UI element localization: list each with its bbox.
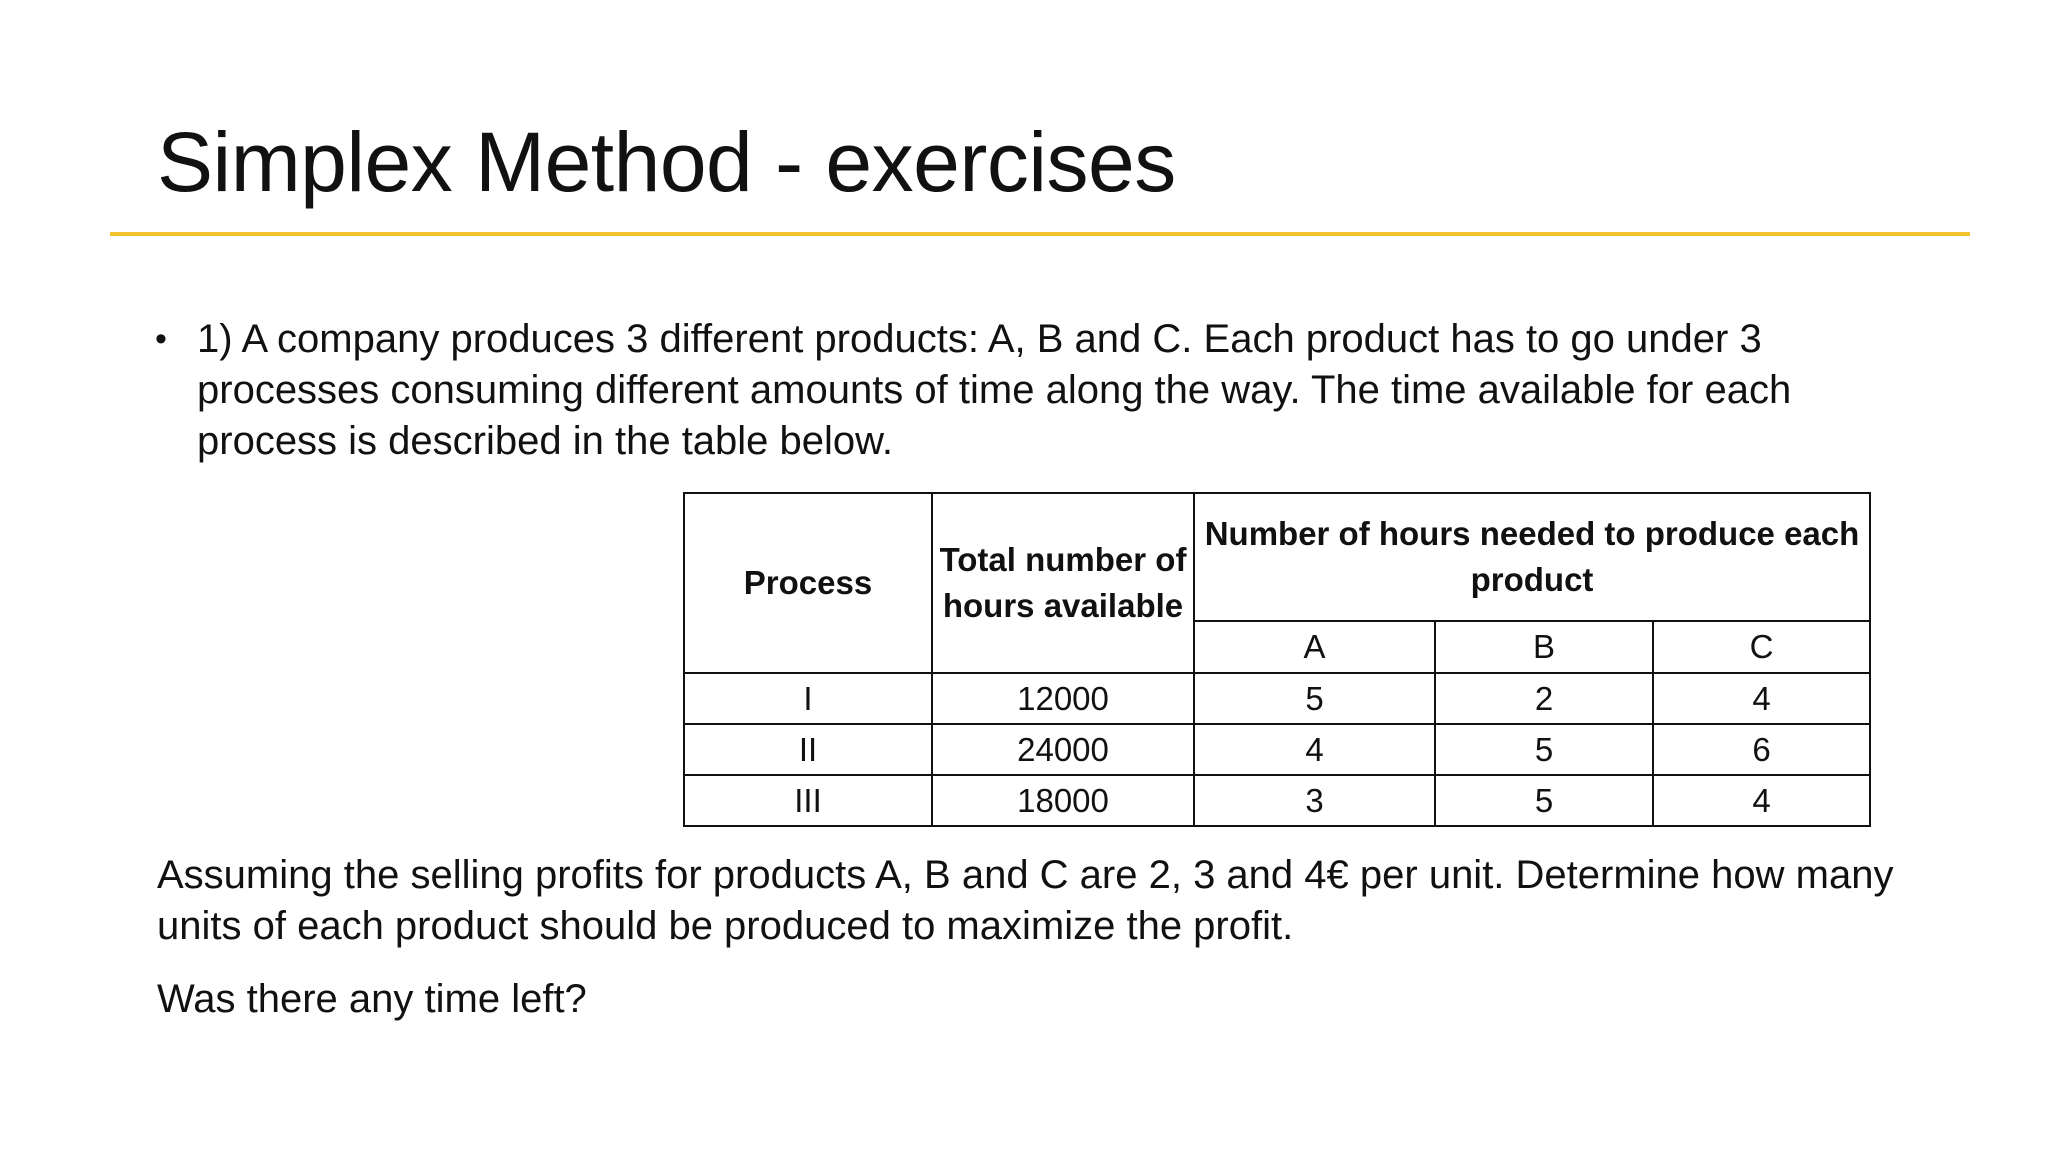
cell-a: 4 bbox=[1194, 724, 1435, 775]
cell-process: III bbox=[684, 775, 932, 826]
header-total-hours: Total number of hours available bbox=[932, 493, 1194, 673]
cell-a: 3 bbox=[1194, 775, 1435, 826]
header-hours-needed: Number of hours needed to produce each product bbox=[1194, 493, 1870, 621]
cell-b: 5 bbox=[1435, 724, 1653, 775]
cell-b: 5 bbox=[1435, 775, 1653, 826]
header-product-b: B bbox=[1435, 621, 1653, 673]
cell-total: 18000 bbox=[932, 775, 1194, 826]
header-process: Process bbox=[684, 493, 932, 673]
profit-question: Assuming the selling profits for products A, B and C are 2, 3 and 4€ per unit. Determine how many units of each product should be produced to maximize the profit. bbox=[157, 853, 1894, 948]
cell-total: 24000 bbox=[932, 724, 1194, 775]
cell-process: I bbox=[684, 673, 932, 724]
header-product-a: A bbox=[1194, 621, 1435, 673]
cell-total: 12000 bbox=[932, 673, 1194, 724]
slide-title: Simplex Method - exercises bbox=[157, 115, 1176, 209]
exercise-statement: 1) A company produces 3 different products: A, B and C. Each product has to go under 3 processes consuming different amounts of time along the way. The time available for each process is described in the table below. bbox=[197, 317, 1792, 463]
cell-a: 5 bbox=[1194, 673, 1435, 724]
cell-c: 4 bbox=[1653, 775, 1870, 826]
table-row bbox=[684, 724, 1870, 775]
process-hours-table bbox=[683, 492, 1871, 827]
bullet-icon: • bbox=[155, 320, 167, 358]
header-product-c: C bbox=[1653, 621, 1870, 673]
cell-b: 2 bbox=[1435, 673, 1653, 724]
cell-process: II bbox=[684, 724, 932, 775]
cell-c: 6 bbox=[1653, 724, 1870, 775]
cell-c: 4 bbox=[1653, 673, 1870, 724]
title-underline bbox=[110, 232, 1970, 236]
table-row bbox=[684, 775, 1870, 826]
table-row bbox=[684, 673, 1870, 724]
time-left-question: Was there any time left? bbox=[157, 977, 587, 1021]
exercise-bullet bbox=[155, 314, 1895, 467]
